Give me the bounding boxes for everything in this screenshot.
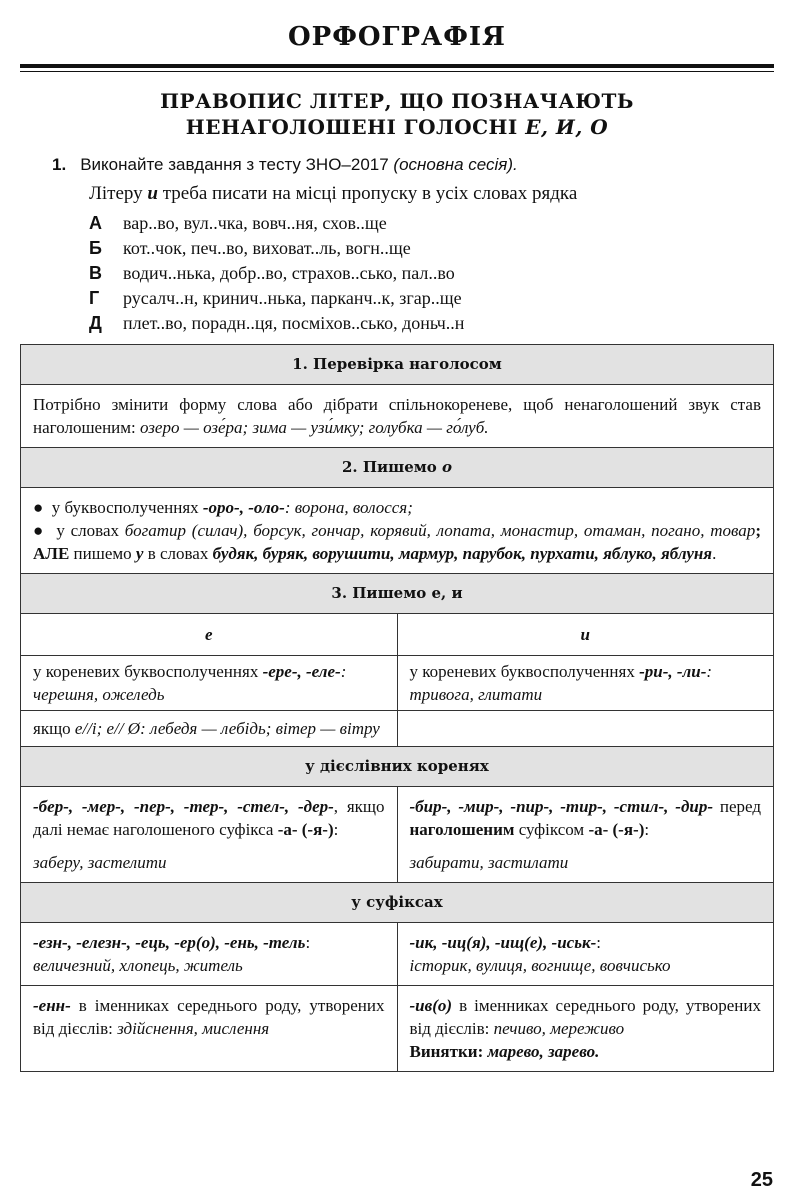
- section-title: [20, 88, 774, 140]
- option-v: В водич..нька, добр..во, страхов..сько, пал..во: [89, 263, 455, 283]
- option-b: Б кот..чок, печ..во, виховат..ль, вогн..ще: [89, 238, 411, 258]
- title-line-1: ПРАВОПИС ЛІТЕР, ЩО ПОЗНАЧАЮТЬ: [160, 89, 634, 113]
- header-rule-thick: [20, 64, 774, 68]
- answer-options: [89, 211, 772, 336]
- column-e-header: е: [21, 614, 398, 656]
- page-header: ОРФОГРАФІЯ: [288, 22, 506, 52]
- rule-y-suffixes: -ик, -иц(я), -ищ(е), -иськ-: історик, вулиця, вогнище, вовчисько: [397, 923, 774, 986]
- title-line-2: НЕНАГОЛОШЕНІ ГОЛОСНІ Е, И, О: [185, 115, 609, 139]
- rule-y-root: у кореневих буквосполученнях -ри-, -ли-: тривога, глитати: [397, 656, 774, 711]
- section-2-body: [21, 488, 774, 574]
- section-2-header: 2. Пишемо о: [21, 448, 774, 488]
- rules-table: [20, 344, 774, 1072]
- task-instruction: 1. Виконайте завдання з тесту ЗНО–2017 (основна сесія).: [52, 155, 518, 174]
- option-h: Г русалч..н, кринич..нька, парканч..к, згар..ще: [89, 288, 462, 308]
- option-d: Д плет..во, порадн..ця, посміхов..сько, доньч..н: [89, 313, 465, 333]
- rule-y-yvo: -ив(о) в іменниках середнього роду, утворених від дієслів: печиво, мереживо Винятки: марево, зарево.: [397, 986, 774, 1072]
- rule-e-verb-roots: -бер-, -мер-, -пер-, -тер-, -стел-, -дер-, якщо далі немає наголошеного суфікса -а- (-я-): заберу, застелити: [21, 787, 398, 883]
- rule-y-verb-roots: -бир-, -мир-, -пир-, -тир-, -стил-, -дир- перед наголошеним суфіксом -а- (-я-): забирати, застилати: [397, 787, 774, 883]
- column-y-header: и: [397, 614, 774, 656]
- page-number: 25: [750, 1169, 773, 1191]
- section-1-body: Потрібно змінити форму слова або дібрати спільнокореневе, щоб ненаголошений звук став наголошеним: озеро — озе́ра; зима — узи́мку; голубка — го́луб.: [21, 385, 774, 448]
- option-a: А вар..во, вул..чка, вовч..ня, схов..ще: [89, 213, 387, 233]
- section-3-header: 3. Пишемо е, и: [21, 574, 774, 614]
- verb-roots-header: у дієслівних коренях: [21, 747, 774, 787]
- rule-e-enn: -енн- в іменниках середнього роду, утворених від дієслів: здійснення, мислення: [21, 986, 398, 1072]
- section-1-header: 1. Перевірка наголосом: [21, 345, 774, 385]
- rule-e-root: у кореневих буквосполученнях -ере-, -еле-: черешня, ожеледь: [21, 656, 398, 711]
- header-rule-thin: [20, 71, 774, 72]
- task-1: [52, 155, 772, 336]
- rule-e-alternation: якщо е//і; е// Ø: лебедя — лебідь; вітер — вітру: [21, 711, 398, 747]
- bullet-1: ● у буквосполученнях -оро-, -оло-: ворона, волосся;: [33, 498, 413, 517]
- task-question: Літеру и треба писати на місці пропуску в усіх словах рядка: [89, 183, 578, 204]
- rule-y-empty: [397, 711, 774, 747]
- rule-e-suffixes: -езн-, -елезн-, -ець, -ер(о), -ень, -тель: величезний, хлопець, житель: [21, 923, 398, 986]
- suffixes-header: у суфіксах: [21, 883, 774, 923]
- bullet-2: ● у словах богатир (силач), борсук, гончар, корявий, лопата, монастир, отаман, погано, товар; АЛЕ пишемо у в словах будяк, буряк, ворушити, мармур, парубок, пурхати, яблуко, яблуня.: [33, 521, 761, 563]
